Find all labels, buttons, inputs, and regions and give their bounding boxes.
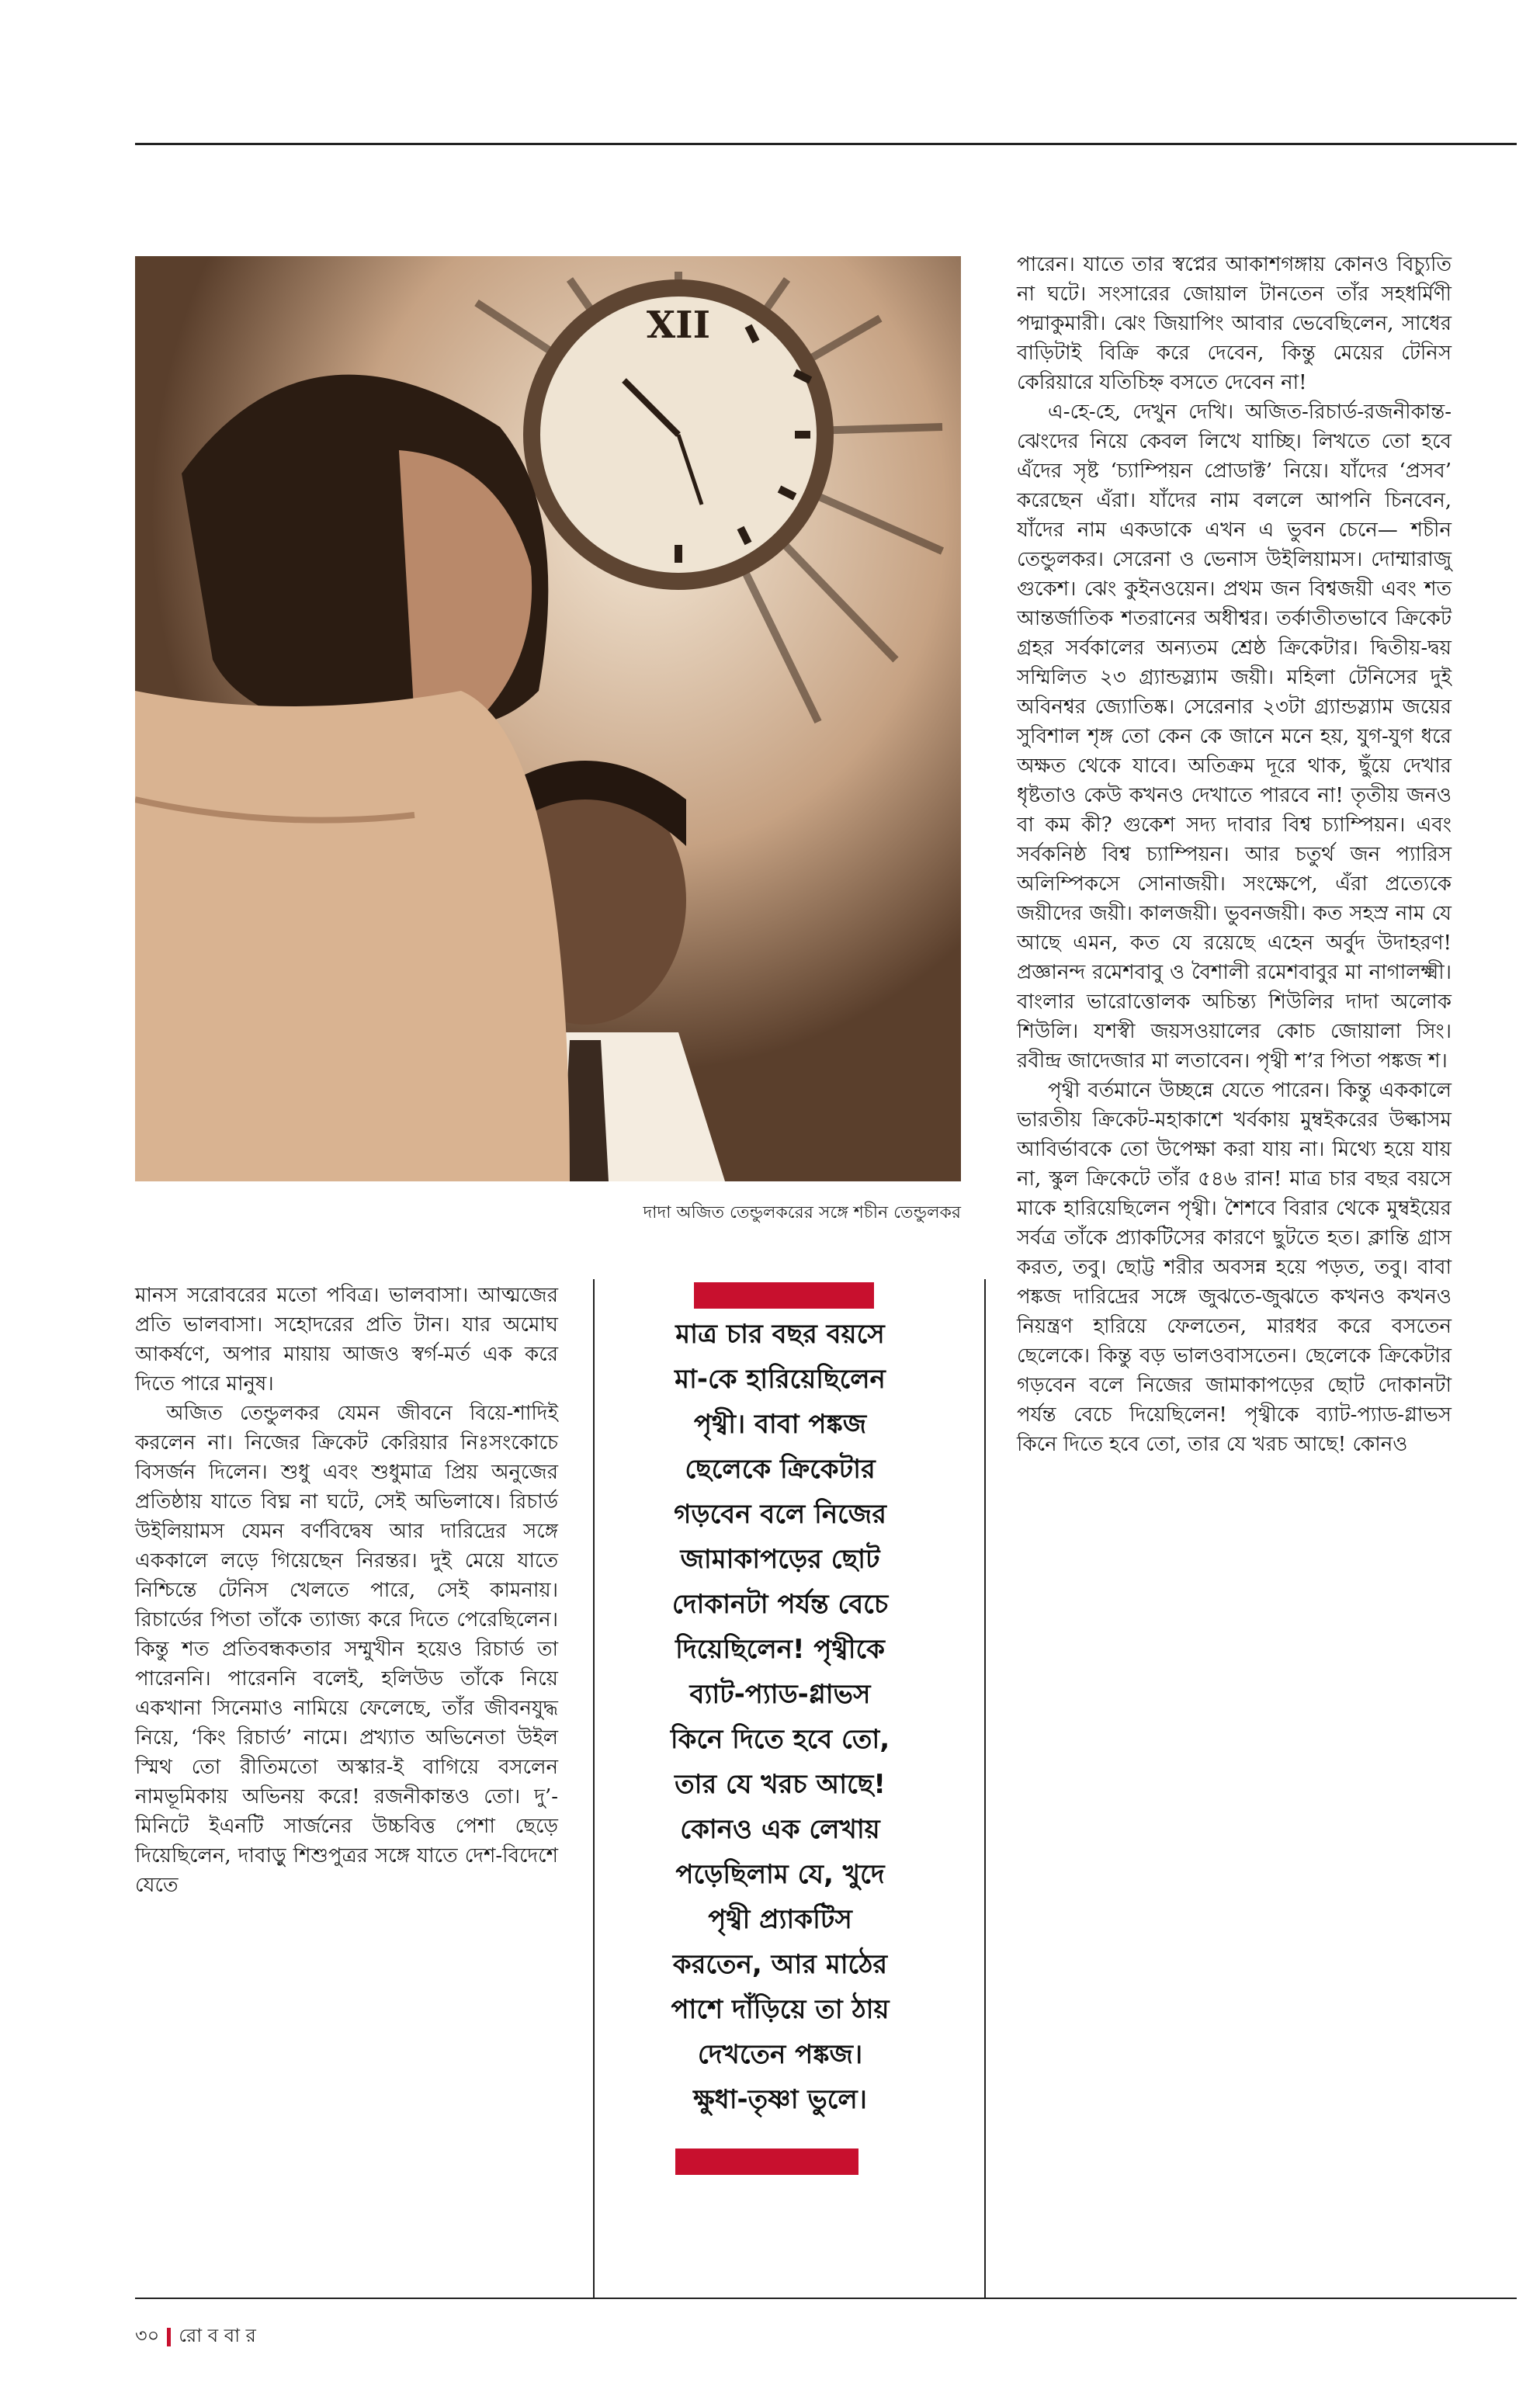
clock-numeral: XII	[646, 303, 711, 347]
pull-quote-line: পড়েছিলাম যে, খুদে	[675, 1859, 885, 1890]
bottom-rule	[135, 2298, 1517, 2299]
paragraph: পারেন। যাতে তার স্বপ্নের আকাশগঙ্গায় কোনও বিচ্যুতি না ঘটে। সংসারের জোয়াল টানতেন তাঁর সহধর্মিণী পদ্মাকুমারী। ঝেং জিয়াপিং আবার ভেবেছিলেন, সাধের বাড়িটাই বিক্রি করে দেবেন, কিন্তু মেয়ের টেনিস কেরিয়ারে যতিচিহ্ন বসতে দেবেন না!	[1017, 253, 1452, 394]
figure-ajit	[135, 375, 570, 1181]
magazine-name: রো ব বা র	[179, 2325, 256, 2346]
pull-quote-bar-top	[694, 1282, 874, 1309]
pull-quote-line: ব্যাট-প্যাড-গ্লাভস	[689, 1679, 871, 1710]
pull-quote-line: দেখতেন পঙ্কজ।	[697, 2039, 863, 2070]
pull-quote-line: দোকানটা পর্যন্ত বেচে	[671, 1589, 889, 1620]
pull-quote-line: ছেলেকে ক্রিকেটার	[685, 1454, 876, 1485]
left-column-text	[135, 1281, 558, 1900]
column-divider-left	[593, 1279, 595, 2298]
photo-illustration	[135, 256, 961, 1181]
page-number: ৩০	[135, 2325, 160, 2346]
pull-quote	[605, 1312, 955, 2122]
paragraph: এ-হে-হে, দেখুন দেখি। অজিত-রিচার্ড-রজনীকান্ত-ঝেংদের নিয়ে কেবল লিখে যাচ্ছি। লিখতে তো হবে এঁদের সৃষ্ট ‘চ্যাম্পিয়ন প্রোডাক্ট’ নিয়ে। যাঁদের ‘প্রসব’ করেছেন এঁরা। যাঁদের নাম বললে আপনি চিনবেন, যাঁদের নাম একডাকে এখন এ ভুবন চেনে— শচীন তেন্ডুলকর। সেরেনা ও ভেনাস উইলিয়ামস। দোম্মারাজু গুকেশ। ঝেং কুইনওয়েন। প্রথম জন বিশ্বজয়ী এবং শত আন্তর্জাতিক শতরানের অধীশ্বর। তর্কাতীতভাবে ক্রিকেট গ্রহর সর্বকালের অন্যতম শ্রেষ্ঠ ক্রিকেটার। দ্বিতীয়-দ্বয় সম্মিলিত ২৩ গ্র্যান্ডস্ল্যাম জয়ী। মহিলা টেনিসের দুই অবিনশ্বর জ্যোতিষ্ক। সেরেনার ২৩টা গ্র্যান্ডস্ল্যাম জয়ের সুবিশাল শৃঙ্গ তো কেন কে জানে মনে হয়, যুগ-যুগ ধরে অক্ষত থেকে যাবে। অতিক্রম দূরে থাক, ছুঁয়ে দেখার ধৃষ্টতাও কেউ কখনও দেখাতে পারবে না! তৃতীয় জনও বা কম কী? গুকেশ সদ্য দাবার বিশ্ব চ্যাম্পিয়ন। এবং সর্বকনিষ্ঠ বিশ্ব চ্যাম্পিয়ন। আর চতুর্থ জন প্যারিস অলিম্পিকসে সোনাজয়ী। সংক্ষেপে, এঁরা প্রত্যেকে জয়ীদের জয়ী। কালজয়ী। ভুবনজয়ী। কত সহস্র নাম যে আছে এমন, কত যে রয়েছে এহেন অর্বুদ উদাহরণ! প্রজ্ঞানন্দ রমেশবাবু ও বৈশালী রমেশবাবুর মা নাগালক্ষ্মী। বাংলার ভারোত্তোলক অচিন্ত্য শিউলির দাদা অলোক শিউলি। যশস্বী জয়সওয়ালের কোচ জোয়ালা সিং। রবীন্দ্র জাদেজার মা লতাবেন। পৃথ্বী শ’র পিতা পঙ্কজ শ।	[1017, 401, 1452, 1073]
article-photo	[135, 256, 961, 1181]
pull-quote-line: গড়বেন বলে নিজের	[674, 1499, 886, 1530]
pull-quote-bar-bottom	[675, 2148, 858, 2175]
clock-image	[523, 279, 834, 590]
pull-quote-line: জামাকাপড়ের ছোট	[680, 1544, 880, 1575]
pull-quote-line: মা-কে হারিয়েছিলেন	[675, 1364, 886, 1395]
pull-quote-line: কিনে দিতে হবে তো,	[670, 1724, 890, 1755]
footer-separator	[167, 2328, 171, 2346]
column-divider-right	[984, 1279, 986, 2298]
pull-quote-line: পৃথ্বী প্র্যাকটিস	[708, 1904, 852, 1935]
pull-quote-line: পৃথ্বী। বাবা পঙ্কজ	[693, 1409, 867, 1440]
pull-quote-line: তার যে খরচ আছে!	[675, 1769, 886, 1800]
pull-quote-line: কোনও এক লেখায়	[680, 1814, 880, 1845]
pull-quote-line: মাত্র চার বছর বয়সে	[675, 1319, 885, 1350]
pull-quote-line: পাশে দাঁড়িয়ে তা ঠায়	[671, 1994, 890, 2025]
pull-quote-line: ক্ষুধা-তৃষ্ণা ভুলে।	[693, 2084, 867, 2115]
paragraph: অজিত তেন্ডুলকর যেমন জীবনে বিয়ে-শাদিই করলেন না। নিজের ক্রিকেট কেরিয়ার নিঃসংকোচে বিসর্জন দিলেন। শুধু এবং শুধুমাত্র প্রিয় অনুজের প্রতিষ্ঠায় যাতে বিঘ্ন না ঘটে, সেই অভিলাষে। রিচার্ড উইলিয়ামস যেমন বর্ণবিদ্বেষ আর দারিদ্রের সঙ্গে এককালে লড়ে গিয়েছেন নিরন্তর। দুই মেয়ে যাতে নিশ্চিন্তে টেনিস খেলতে পারে, সেই কামনায়। রিচার্ডের পিতা তাঁকে ত্যাজ্য করে দিতে পেরেছিলেন। কিন্তু শত প্রতিবন্ধকতার সম্মুখীন হয়েও রিচার্ড তা পারেননি। পারেননি বলেই, হলিউড তাঁকে নিয়ে একখানা সিনেমাও নামিয়ে ফেলেছে, তাঁর জীবনযুদ্ধ নিয়ে, ‘কিং রিচার্ড’ নামে। প্রখ্যাত অভিনেতা উইল স্মিথ তো রীতিমতো অস্কার-ই বাগিয়ে বসলেন নামভূমিকায় অভিনয় করে! রজনীকান্তও তো। দু’-মিনিটে ইএনটি সার্জনের উচ্চবিত্ত পেশা ছেড়ে দিয়েছিলেন, দাবাড়ু শিশুপুত্রর সঙ্গে যাতে দেশ-বিদেশে যেতে	[135, 1402, 558, 1897]
right-column-text	[1017, 250, 1452, 1459]
top-rule	[135, 143, 1517, 145]
pull-quote-line: করতেন, আর মাঠের	[672, 1949, 888, 1980]
photo-caption: দাদা অজিত তেন্ডুলকরের সঙ্গে শচীন তেন্ডুলকর	[643, 1203, 961, 1223]
paragraph: মানস সরোবরের মতো পবিত্র। ভালবাসা। আত্মজের প্রতি ভালবাসা। সহোদরের প্রতি টান। যার অমোঘ আকর্ষণে, অপার মায়ায় আজও স্বর্গ-মর্ত এক করে দিতে পারে মানুষ।	[135, 1284, 558, 1396]
pull-quote-line: দিয়েছিলেন! পৃথ্বীকে	[675, 1634, 885, 1665]
paragraph: পৃথ্বী বর্তমানে উচ্ছন্নে যেতে পারেন। কিন্তু এককালে ভারতীয় ক্রিকেট-মহাকাশে খর্বকায় মুম্বইকরের উল্কাসম আবির্ভাবকে তো উপেক্ষা করা যায় না। মিথ্যে হয়ে যায় না, স্কুল ক্রিকেটে তাঁর ৫৪৬ রান! মাত্র চার বছর বয়সে মাকে হারিয়েছিলেন পৃথ্বী। শৈশবে বিরার থেকে মুম্বইয়ের সর্বত্র তাঁকে প্র্যাকটিসের কারণে ছুটতে হত। ক্লান্তি গ্রাস করত, তবু। ছোট্ট শরীর অবসন্ন হয়ে পড়ত, তবু। বাবা পঙ্কজ দারিদ্রের সঙ্গে জুঝতে-জুঝতে কখনও কখনও নিয়ন্ত্রণ হারিয়ে ফেলতেন, মারধর করে বসতেন ছেলেকে। কিন্তু বড় ভালওবাসতেন। ছেলেকে ক্রিকেটার গড়বেন বলে নিজের জামাকাপড়ের ছোট দোকানটা পর্যন্ত বেচে দিয়েছিলেন! পৃথ্বীকে ব্যাট-প্যাড-গ্লাভস কিনে দিতে হবে তো, তার যে খরচ আছে! কোনও	[1017, 1079, 1452, 1456]
page-footer	[135, 2324, 256, 2347]
